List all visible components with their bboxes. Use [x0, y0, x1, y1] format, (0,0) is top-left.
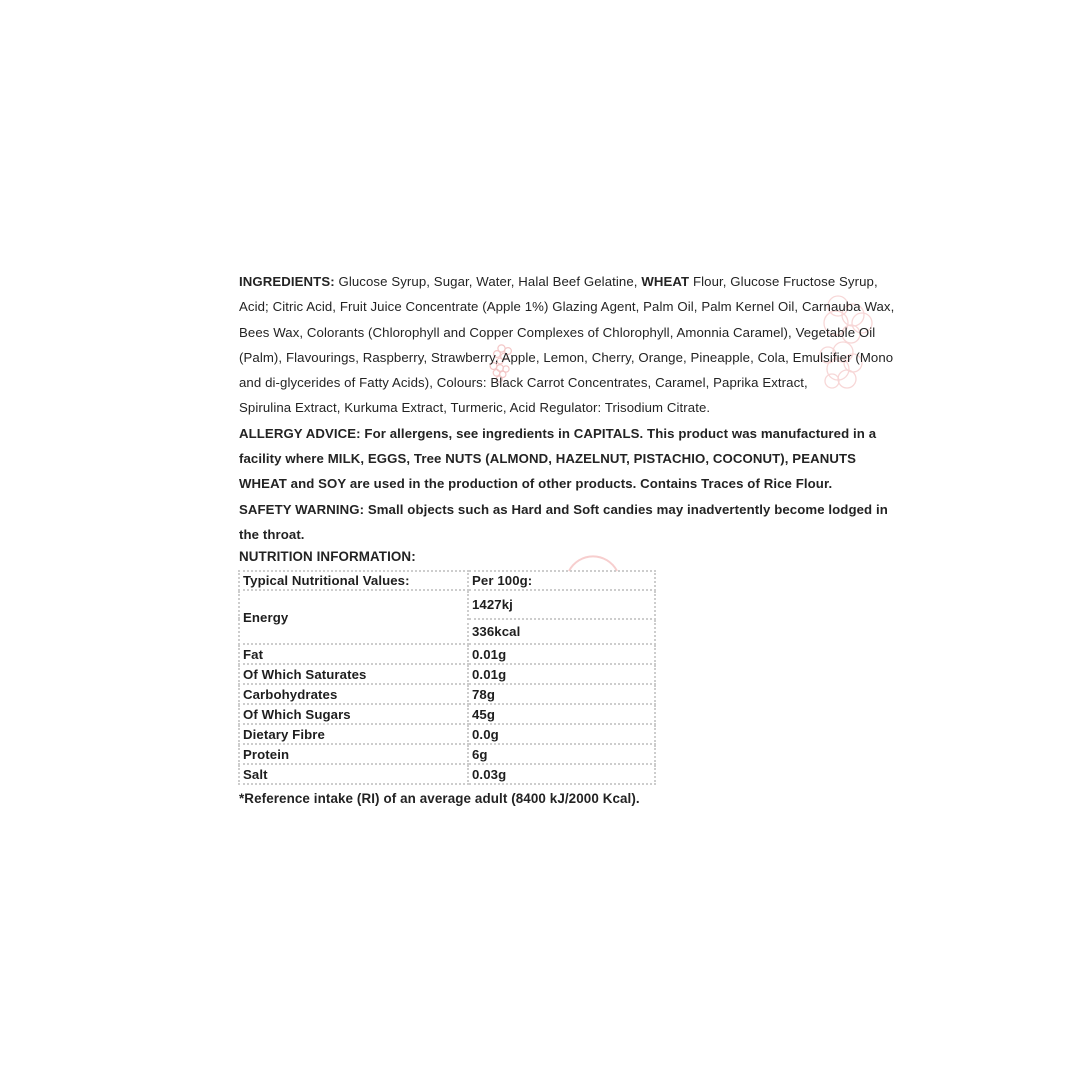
nutrition-energy-label: Energy — [239, 590, 468, 644]
nutrition-row-label: Of Which Saturates — [239, 664, 468, 684]
text-segment: INGREDIENTS: — [239, 274, 335, 289]
nutrition-table-row — [239, 764, 655, 784]
text-line — [239, 345, 894, 370]
nutrition-information-heading: NUTRITION INFORMATION: — [239, 549, 416, 564]
nutrition-row-value: 0.0g — [468, 724, 655, 744]
text-line — [239, 320, 894, 345]
safety-warning-paragraph — [239, 497, 894, 548]
nutrition-row-value: 0.03g — [468, 764, 655, 784]
nutrition-row-value: 78g — [468, 684, 655, 704]
reference-intake-footnote: *Reference intake (RI) of an average adult (8400 kJ/2000 Kcal). — [239, 791, 640, 806]
nutrition-row-label: Of Which Sugars — [239, 704, 468, 724]
nutrition-table-header-row — [239, 571, 655, 590]
circle-arc-watermark-icon — [569, 556, 617, 571]
text-segment: the throat. — [239, 526, 305, 542]
nutrition-header-label: Typical Nutritional Values: — [239, 571, 468, 590]
nutrition-table-row — [239, 704, 655, 724]
nutrition-energy-kcal-value: 336kcal — [468, 619, 655, 644]
text-segment: (Palm), Flavourings, Raspberry, Strawberry, Apple, Lemon, Cherry, Orange, Pineapple, Cola, Emulsifier (Mono — [239, 349, 894, 365]
text-line — [239, 497, 894, 522]
text-line — [239, 522, 894, 547]
nutrition-row-label: Protein — [239, 744, 468, 764]
nutrition-row-label: Salt — [239, 764, 468, 784]
nutrition-energy-row — [239, 590, 655, 619]
text-segment: and di-glycerides of Fatty Acids), Colours: Black Carrot Concentrates, Caramel, Paprika Extract, — [239, 375, 808, 391]
nutrition-row-value: 6g — [468, 744, 655, 764]
text-segment: Acid; Citric Acid, Fruit Juice Concentrate (Apple 1%) Glazing Agent, Palm Oil, Palm Kernel Oil, Carnauba Wax, — [239, 299, 895, 315]
text-line — [239, 370, 894, 395]
nutrition-row-label: Dietary Fibre — [239, 724, 468, 744]
text-segment: Glucose Syrup, Sugar, Water, Halal Beef Gelatine, — [334, 274, 642, 289]
nutrition-row-value: 0.01g — [468, 644, 655, 664]
text-segment: ALLERGY ADVICE: For allergens, see ingredients in CAPITALS. This product was manufactured in a — [239, 425, 877, 441]
text-line — [239, 395, 894, 420]
text-segment: WHEAT and SOY are used in the production of other products. Contains Traces of Rice Flour. — [239, 476, 833, 492]
nutrition-row-value: 0.01g — [468, 664, 655, 684]
nutrition-row-value: 45g — [468, 704, 655, 724]
text-line — [239, 269, 894, 294]
nutrition-row-label: Carbohydrates — [239, 684, 468, 704]
ingredients-paragraph — [239, 269, 894, 421]
nutrition-header-value: Per 100g: — [468, 571, 655, 590]
nutrition-table-row — [239, 664, 655, 684]
nutrition-table-row — [239, 684, 655, 704]
nutrition-row-label: Fat — [239, 644, 468, 664]
text-line — [239, 446, 894, 471]
text-segment: Flour, Glucose Fructose Syrup, — [689, 274, 878, 289]
text-segment: Spirulina Extract, Kurkuma Extract, Turmeric, Acid Regulator: Trisodium Citrate. — [239, 400, 711, 416]
text-segment: SAFETY WARNING: Small objects such as Hard and Soft candies may inadvertently become lodged in — [239, 501, 888, 517]
nutrition-table-row — [239, 644, 655, 664]
nutrition-table — [238, 570, 656, 785]
nutrition-table-row — [239, 724, 655, 744]
text-line — [239, 421, 894, 446]
text-segment: WHEAT — [641, 274, 690, 289]
allergy-advice-paragraph — [239, 421, 894, 497]
text-segment: facility where MILK, EGGS, Tree NUTS (ALMOND, HAZELNUT, PISTACHIO, COCONUT), PEANUTS — [239, 451, 857, 467]
text-line — [239, 471, 894, 496]
text-line — [239, 294, 894, 319]
text-segment: Bees Wax, Colorants (Chlorophyll and Copper Complexes of Chlorophyll, Amonnia Caramel), Vegetable Oil — [239, 324, 876, 340]
nutrition-energy-kj-value: 1427kj — [468, 590, 655, 619]
label-text-block — [239, 269, 894, 547]
nutrition-table-row — [239, 744, 655, 764]
